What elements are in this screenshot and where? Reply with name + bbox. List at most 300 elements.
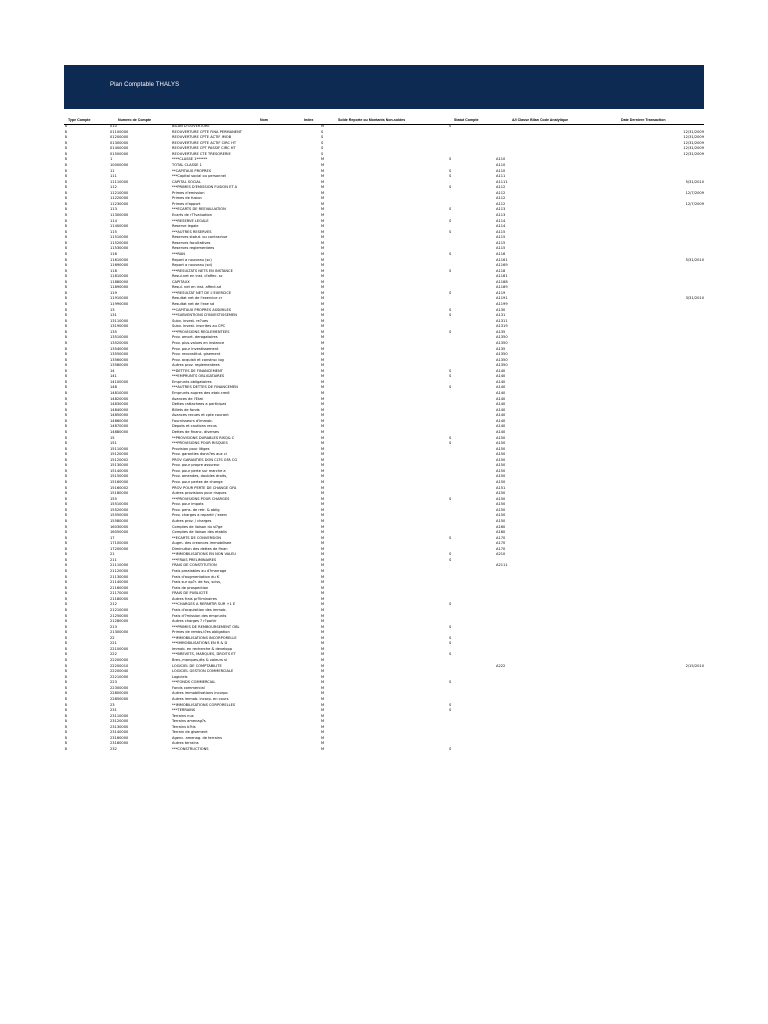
cell-index: M: [321, 302, 325, 306]
cell-index: S: [321, 129, 324, 134]
cell-account-number: 01400000: [110, 146, 129, 151]
cell-type: B: [64, 613, 67, 618]
cell-type: B: [64, 162, 67, 167]
cell-account-name: Prov. plus-values en instance: [172, 340, 225, 345]
cell-account-number: 22850000: [110, 696, 129, 701]
cell-analytic-code: A151: [496, 485, 506, 490]
cell-account-number: 141: [110, 374, 117, 379]
cell-analytic-code: A1181: [496, 274, 508, 279]
cell-type: B: [64, 213, 67, 217]
cell-index: M: [321, 530, 325, 535]
cell-account-number: 21120000: [110, 569, 129, 573]
cell-analytic-code: A210: [496, 552, 506, 557]
cell-index: M: [321, 674, 325, 679]
cell-last-transaction-date: 2/15/2010: [685, 663, 704, 668]
cell-account-number: 22: [110, 635, 115, 640]
cell-index: M: [321, 207, 325, 212]
cell-type: B: [64, 207, 67, 212]
cell-index: M: [321, 179, 325, 184]
cell-account-number: 115: [110, 229, 117, 234]
cell-account-number: 10000000: [110, 162, 129, 167]
cell-account-number: 22300000: [110, 685, 129, 690]
cell-type: B: [64, 190, 67, 195]
cell-account-name: CAPITAL SOCIAL: [172, 179, 201, 184]
cell-account-number: 14860000: [110, 418, 129, 423]
cell-analytic-code: A110: [496, 162, 506, 167]
cell-analytic-code: A160: [496, 530, 506, 535]
cell-account-name: Primes de rembs.t?es obligation: [172, 630, 230, 635]
cell-index: M: [321, 174, 325, 179]
cell-analytic-code: A112: [496, 196, 506, 201]
cell-type: B: [64, 563, 67, 568]
cell-type: B: [64, 641, 67, 646]
col-header-name: Nom: [260, 118, 268, 122]
cell-analytic-code: A1169: [496, 263, 508, 268]
cell-account-number: 15160000: [110, 480, 129, 484]
cell-index: M: [321, 124, 325, 128]
cell-analytic-code: A140: [496, 379, 506, 384]
cell-type: B: [64, 719, 67, 724]
cell-account-number: 15: [110, 435, 115, 440]
cell-account-number: 21300000: [110, 630, 129, 635]
cell-account-number: 11530000: [110, 246, 129, 251]
cell-type: B: [64, 652, 67, 657]
cell-index: M: [321, 246, 325, 251]
cell-account-number: 11810000: [110, 274, 129, 279]
cell-account-name: Reserves facultatives: [172, 240, 211, 245]
cell-account-name: ***PROVISIONS REGLEMENTEES: [172, 329, 230, 334]
cell-account-name: Frais sur op?r. de fus, sciss,: [172, 580, 222, 585]
cell-account-name: ***IMMOBILISATIONS EN R & D: [172, 641, 228, 646]
cell-type: B: [64, 696, 67, 701]
cell-type: B: [64, 663, 67, 668]
cell-type: B: [64, 157, 67, 162]
cell-analytic-code: A222: [496, 663, 506, 668]
cell-index: M: [321, 646, 325, 651]
cell-type: B: [64, 268, 67, 273]
cell-type: B: [64, 624, 67, 629]
cell-account-name: ***FONDS COMMERCIAL: [172, 680, 216, 685]
cell-account-number: 23: [110, 702, 115, 707]
cell-index: M: [321, 335, 325, 340]
cell-account-number: 22200040: [110, 669, 129, 674]
cell-status: S: [449, 290, 452, 295]
cell-account-number: 17200000: [110, 546, 129, 551]
cell-status: S: [449, 368, 452, 373]
cell-account-name: Logiciels: [172, 674, 188, 679]
cell-index: M: [321, 691, 325, 696]
cell-index: M: [321, 391, 325, 395]
cell-index: M: [321, 218, 325, 223]
cell-analytic-code: A1311: [496, 318, 508, 323]
cell-type: B: [64, 307, 67, 312]
cell-index: M: [321, 251, 325, 256]
cell-index: M: [321, 201, 325, 206]
cell-account-name: Prov. amort. derogatoires: [172, 335, 218, 340]
cell-account-number: 212: [110, 602, 117, 607]
cell-type: B: [64, 168, 67, 173]
cell-analytic-code: A1161: [496, 257, 508, 262]
cell-account-name: Avances recues et cpte courant: [172, 413, 229, 418]
cell-account-name: Reserves statut. ou contractue: [172, 235, 228, 240]
cell-type: B: [64, 635, 67, 640]
cell-account-number: 222: [110, 652, 117, 657]
cell-type: B: [64, 391, 67, 395]
cell-account-number: 22200000: [110, 658, 129, 662]
cell-index: M: [321, 613, 325, 618]
cell-analytic-code: A135: [496, 346, 506, 351]
cell-analytic-code: A112: [496, 190, 506, 195]
cell-account-name: ***ECARTS DE REEVALUATION: [172, 207, 226, 212]
cell-type: B: [64, 735, 67, 740]
cell-account-number: 010: [110, 124, 117, 128]
cell-analytic-code: A140: [496, 385, 506, 390]
cell-account-name: ***RESERVE LEGALE: [172, 218, 209, 223]
cell-index: M: [321, 268, 325, 273]
cell-analytic-code: A1111: [496, 179, 508, 184]
cell-index: M: [321, 724, 325, 729]
cell-account-number: 01500000: [110, 151, 129, 156]
cell-index: M: [321, 747, 325, 751]
cell-type: B: [64, 302, 67, 306]
col-header-balance: Solde Reporte ou Montants Non-soldes: [338, 118, 406, 122]
cell-analytic-code: A1350: [496, 340, 508, 345]
cell-type: B: [64, 413, 67, 418]
cell-analytic-code: A114: [496, 224, 506, 229]
cell-index: M: [321, 596, 325, 601]
cell-index: M: [321, 468, 325, 473]
cell-index: M: [321, 546, 325, 551]
cell-index: M: [321, 496, 325, 501]
cell-account-number: 21140000: [110, 580, 129, 585]
cell-account-name: Brev.,marques,dts & valeurs si: [172, 658, 227, 662]
cell-account-number: 15580000: [110, 518, 129, 523]
cell-analytic-code: A112: [496, 185, 506, 190]
cell-index: M: [321, 685, 325, 690]
cell-account-name: Prov. pour perte sur marche a: [172, 468, 226, 473]
cell-index: M: [321, 185, 325, 190]
cell-status: S: [449, 168, 452, 173]
cell-account-number: 21160000: [110, 585, 129, 590]
cell-account-number: 13540000: [110, 346, 129, 351]
cell-account-number: 111: [110, 174, 117, 179]
cell-type: B: [64, 585, 67, 590]
cell-type: B: [64, 441, 67, 446]
cell-account-number: 15140000: [110, 468, 129, 473]
cell-account-number: 14: [110, 368, 115, 373]
cell-type: B: [64, 240, 67, 245]
report-title: Plan Comptable THALYS: [110, 82, 180, 88]
cell-type: B: [64, 285, 67, 290]
cell-account-number: 14850000: [110, 413, 129, 418]
cell-type: B: [64, 591, 67, 596]
cell-account-name: Comptes de liaison du si?ge: [172, 524, 223, 529]
cell-account-number: 11220000: [110, 196, 129, 201]
cell-account-name: Prov. amendes, doubles droits,: [172, 474, 228, 479]
cell-status: S: [449, 313, 452, 318]
cell-account-number: 148: [110, 385, 117, 390]
cell-type: B: [64, 607, 67, 612]
cell-account-name: FRAIS DE PUBLICITE: [172, 591, 208, 596]
cell-account-number: 15550000: [110, 513, 129, 518]
cell-account-number: 15120000: [110, 452, 129, 457]
cell-account-number: 21210000: [110, 607, 129, 612]
cell-index: M: [321, 296, 325, 301]
cell-type: B: [64, 730, 67, 735]
cell-index: M: [321, 229, 325, 234]
cell-status: S: [449, 680, 452, 685]
cell-index: M: [321, 168, 325, 173]
cell-analytic-code: A150: [496, 468, 506, 473]
cell-account-number: 11400000: [110, 224, 129, 229]
cell-type: B: [64, 669, 67, 674]
cell-account-number: 23130000: [110, 724, 129, 729]
cell-type: B: [64, 485, 67, 490]
cell-account-name: Diminution des dettes de finan: [172, 546, 228, 551]
cell-type: B: [64, 418, 67, 423]
cell-index: M: [321, 385, 325, 390]
cell-account-number: 15160002: [110, 485, 129, 490]
cell-type: B: [64, 474, 67, 479]
cell-account-name: **CAPITAUX PROPRES: [172, 168, 212, 173]
cell-account-name: Billets de fonds: [172, 407, 200, 412]
cell-status: S: [449, 218, 452, 223]
cell-account-name: Autres immobilisations incorpo: [172, 691, 228, 696]
cell-account-name: **PROVISIONS DURABLES RISQ& C: [172, 435, 235, 440]
cell-account-name: Prov. pour pertes de change: [172, 480, 223, 484]
cell-analytic-code: A150: [496, 491, 506, 496]
cell-account-number: 13580000: [110, 363, 129, 368]
cell-account-name: ***CONSTRUCTIONS: [172, 747, 209, 751]
cell-type: B: [64, 546, 67, 551]
cell-account-number: 16050000: [110, 530, 129, 535]
cell-type: B: [64, 724, 67, 729]
cell-index: M: [321, 346, 325, 351]
cell-type: B: [64, 646, 67, 651]
cell-account-name: **IMMOBILISATIONS CORPORELLES: [172, 702, 236, 707]
cell-type: B: [64, 713, 67, 718]
cell-type: B: [64, 313, 67, 318]
cell-status: S: [449, 157, 452, 162]
cell-account-number: 11890000: [110, 285, 129, 290]
cell-analytic-code: A1350: [496, 352, 508, 357]
cell-type: B: [64, 224, 67, 229]
cell-account-name: ***CHARGES A REPARTIR SUR +1 E: [172, 602, 236, 607]
cell-account-number: 13550000: [110, 352, 129, 357]
cell-type: B: [64, 402, 67, 407]
cell-account-name: Frais d'augmentation du K: [172, 574, 220, 579]
cell-account-name: ***PRIMES DE REMBOURSEMENT OBL: [172, 624, 240, 629]
cell-analytic-code: A130: [496, 307, 506, 312]
cell-account-name: Comptes de liaison des etablis: [172, 530, 227, 535]
cell-last-transaction-date: 12/31/2009: [683, 151, 704, 156]
cell-account-name: Autres prov. reglementees: [172, 363, 220, 368]
cell-status: S: [449, 702, 452, 707]
cell-account-number: 23160000: [110, 735, 129, 740]
cell-account-number: 14100000: [110, 379, 129, 384]
cell-type: B: [64, 429, 67, 434]
cell-analytic-code: A170: [496, 546, 506, 551]
cell-index: M: [321, 368, 325, 373]
cell-index: M: [321, 352, 325, 357]
cell-type: B: [64, 274, 67, 279]
cell-type: B: [64, 251, 67, 256]
cell-type: B: [64, 340, 67, 345]
cell-type: B: [64, 524, 67, 529]
cell-index: M: [321, 680, 325, 685]
cell-account-number: 15110000: [110, 446, 129, 451]
cell-index: M: [321, 424, 325, 429]
cell-analytic-code: A150: [496, 496, 506, 501]
cell-account-name: **DETTES DE FINANCEMENT: [172, 368, 223, 373]
cell-account-name: Agenc. amenag. de terrains: [172, 735, 222, 740]
cell-type: B: [64, 140, 67, 145]
cell-type: B: [64, 630, 67, 635]
cell-account-name: **CAPITAUX PROPRES ASSIMILES: [172, 307, 232, 312]
cell-analytic-code: A1350: [496, 335, 508, 340]
cell-account-name: Prov. pour propre assureur: [172, 463, 220, 468]
cell-type: B: [64, 296, 67, 301]
cell-analytic-code: A115: [496, 235, 506, 240]
cell-index: M: [321, 713, 325, 718]
cell-account-number: 21110000: [110, 563, 129, 568]
cell-type: B: [64, 352, 67, 357]
cell-account-number: 22200010: [110, 663, 129, 668]
cell-account-number: 14870000: [110, 424, 129, 429]
cell-type: B: [64, 557, 67, 562]
cell-type: B: [64, 513, 67, 518]
cell-index: M: [321, 446, 325, 451]
cell-analytic-code: A140: [496, 391, 506, 395]
cell-account-number: 131: [110, 313, 117, 318]
cell-analytic-code: A110: [496, 157, 506, 162]
cell-type: B: [64, 129, 67, 134]
cell-index: M: [321, 435, 325, 440]
cell-index: M: [321, 324, 325, 329]
cell-analytic-code: A2111: [496, 563, 508, 568]
cell-index: M: [321, 607, 325, 612]
cell-analytic-code: A140: [496, 407, 506, 412]
cell-account-name: ***RAN: [172, 251, 185, 256]
cell-account-name: LOGICIEL GESTION COMMERCIALE: [172, 669, 234, 674]
cell-account-name: Autres frais pr?liminaires: [172, 596, 217, 601]
cell-type: B: [64, 435, 67, 440]
cell-account-number: 223: [110, 680, 117, 685]
cell-index: M: [321, 702, 325, 707]
cell-index: M: [321, 730, 325, 735]
cell-type: B: [64, 124, 67, 128]
cell-index: M: [321, 552, 325, 557]
cell-account-name: Autres immob. incorp. en cours: [172, 696, 229, 701]
cell-type: B: [64, 146, 67, 151]
cell-index: M: [321, 396, 325, 401]
cell-index: M: [321, 585, 325, 590]
cell-analytic-code: A1189: [496, 285, 508, 290]
cell-analytic-code: A150: [496, 435, 506, 440]
cell-account-number: 01100000: [110, 129, 129, 134]
cell-index: M: [321, 658, 325, 662]
cell-index: M: [321, 363, 325, 368]
cell-analytic-code: A135: [496, 329, 506, 334]
cell-index: M: [321, 463, 325, 468]
cell-index: M: [321, 663, 325, 668]
cell-account-number: 113: [110, 207, 117, 212]
cell-analytic-code: A1350: [496, 363, 508, 368]
cell-type: B: [64, 229, 67, 234]
cell-account-number: 11510000: [110, 235, 129, 240]
cell-type: B: [64, 580, 67, 585]
cell-analytic-code: A140: [496, 368, 506, 373]
cell-type: B: [64, 346, 67, 351]
cell-account-number: 14810000: [110, 391, 129, 395]
cell-account-number: 13520000: [110, 340, 129, 345]
cell-account-name: Resultat net de l'exe sd: [172, 302, 215, 306]
cell-account-name: BILAN D'OUVERTURE: [172, 124, 210, 128]
cell-analytic-code: A150: [496, 446, 506, 451]
cell-account-name: REOUVERTURE CPT PASSIF CIRC HT: [172, 146, 236, 151]
cell-analytic-code: A1319: [496, 324, 508, 329]
col-header-index: Index: [304, 118, 314, 122]
cell-index: M: [321, 591, 325, 596]
cell-account-name: Primes de fusion: [172, 196, 202, 201]
cell-account-number: 11880000: [110, 279, 129, 284]
cell-account-name: Subv. invest. inscrites au CPC: [172, 324, 226, 329]
cell-type: B: [64, 491, 67, 496]
cell-analytic-code: A150: [496, 474, 506, 479]
cell-account-name: ***RESULTAT NET DE L'EXERCICE: [172, 290, 232, 295]
cell-account-name: ***PROVISIONS POUR RISQUES: [172, 441, 228, 446]
cell-last-transaction-date: 12/31/2009: [683, 129, 704, 134]
cell-account-name: Frais prealables au d?marrage: [172, 569, 227, 573]
cell-type: B: [64, 151, 67, 156]
cell-analytic-code: A160: [496, 524, 506, 529]
cell-account-name: TOTAL CLASSE 1: [172, 162, 202, 167]
cell-analytic-code: A131: [496, 313, 506, 318]
cell-type: B: [64, 335, 67, 340]
cell-account-number: 112: [110, 185, 117, 190]
cell-account-number: 213: [110, 624, 117, 629]
cell-index: M: [321, 240, 325, 245]
cell-account-name: ***TERRAINS: [172, 708, 196, 713]
cell-last-transaction-date: 12/7/2009: [685, 190, 704, 195]
cell-index: M: [321, 624, 325, 629]
cell-analytic-code: A150: [496, 441, 506, 446]
cell-account-number: 15510000: [110, 502, 129, 507]
cell-account-number: 11610000: [110, 257, 129, 262]
cell-index: M: [321, 290, 325, 295]
cell-type: B: [64, 596, 67, 601]
cell-last-transaction-date: 3/31/2010: [685, 296, 704, 301]
cell-account-name: Prov. charges a repartir / exerc: [172, 513, 228, 518]
cell-account-number: 22800000: [110, 691, 129, 696]
cell-account-number: 21: [110, 552, 115, 557]
cell-account-name: Prov. reconstitut. gisement: [172, 352, 221, 357]
cell-account-name: ***Capital social ou personnel: [172, 174, 226, 179]
cell-type: B: [64, 235, 67, 240]
cell-status: S: [449, 435, 452, 440]
cell-account-name: Frais de prospection: [172, 585, 209, 590]
cell-account-number: 23180000: [110, 741, 129, 746]
cell-index: M: [321, 313, 325, 318]
cell-type: B: [64, 424, 67, 429]
cell-index: S: [321, 151, 324, 156]
cell-index: M: [321, 418, 325, 423]
cell-type: B: [64, 502, 67, 507]
cell-type: B: [64, 196, 67, 201]
cell-status: S: [449, 329, 452, 334]
cell-status: S: [449, 641, 452, 646]
cell-index: M: [321, 635, 325, 640]
